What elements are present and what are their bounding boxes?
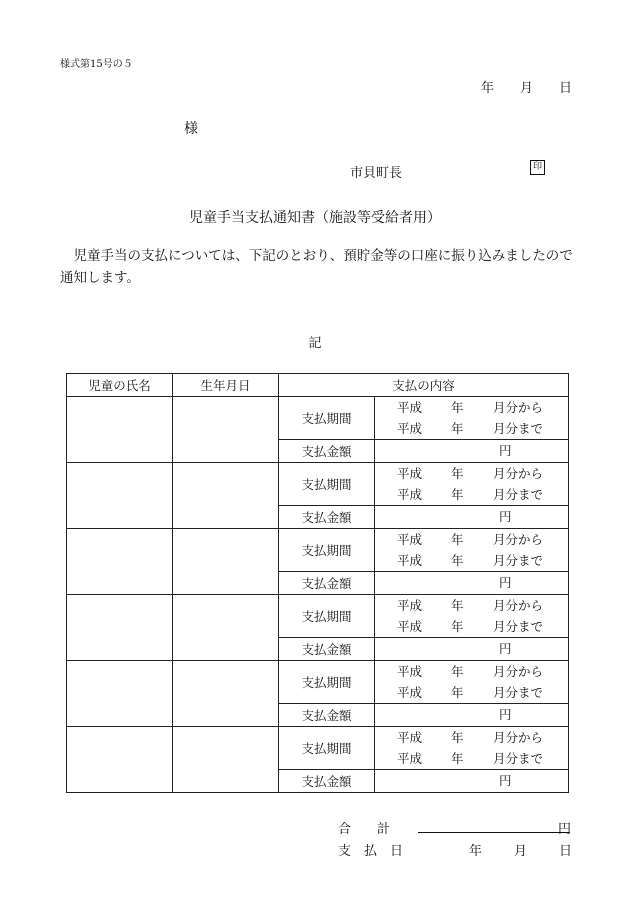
child-name-cell: [67, 595, 173, 661]
total-label: 合 計: [338, 822, 391, 837]
year-label: 年: [451, 664, 464, 679]
amount-cell: [375, 770, 569, 793]
month-from-label: 月分から: [493, 400, 544, 415]
period-label: 支払期間: [279, 727, 375, 770]
period-from-line: [375, 397, 568, 418]
era-label: 平成: [397, 553, 423, 568]
date-year: 年: [480, 81, 494, 96]
era-label: 平成: [397, 532, 423, 547]
period-from-line: [375, 661, 568, 682]
year-label: 年: [451, 598, 464, 613]
amount-label: 支払金額: [279, 770, 375, 793]
table-row: [67, 595, 569, 638]
month-to-label: 月分まで: [493, 553, 544, 568]
amount-cell: [375, 440, 569, 463]
year-label: 年: [451, 685, 464, 700]
period-cell: [375, 595, 569, 638]
table-row: [67, 463, 569, 506]
period-label: 支払期間: [279, 397, 375, 440]
yen-unit: 円: [499, 641, 512, 656]
yen-unit: 円: [499, 773, 512, 788]
table-row: [67, 529, 569, 572]
period-from-line: [375, 727, 568, 748]
birth-date-cell: [173, 727, 279, 793]
header-child-name: 児童の氏名: [67, 374, 173, 397]
month-to-label: 月分まで: [493, 685, 544, 700]
child-name-cell: [67, 529, 173, 595]
month-from-label: 月分から: [493, 598, 544, 613]
period-cell: [375, 463, 569, 506]
payment-date: [469, 840, 572, 859]
year-label: 年: [451, 532, 464, 547]
period-from-line: [375, 529, 568, 550]
era-label: 平成: [397, 598, 423, 613]
period-to-line: [375, 616, 568, 637]
month-from-label: 月分から: [493, 730, 544, 745]
addressee: 様: [184, 121, 198, 137]
amount-cell: [375, 572, 569, 595]
table-row: [67, 727, 569, 770]
period-to-line: [375, 418, 568, 439]
amount-label: 支払金額: [279, 638, 375, 661]
amount-cell: [375, 704, 569, 727]
month-from-label: 月分から: [493, 664, 544, 679]
yen-unit: 円: [499, 575, 512, 590]
document-title: 児童手当支払通知書（施設等受給者用）: [189, 210, 441, 226]
period-to-line: [375, 484, 568, 505]
yen-unit: 円: [499, 443, 512, 458]
month-to-label: 月分まで: [493, 751, 544, 766]
year-label: 年: [451, 466, 464, 481]
child-name-cell: [67, 727, 173, 793]
year-label: 年: [451, 730, 464, 745]
amount-label: 支払金額: [279, 704, 375, 727]
month-from-label: 月分から: [493, 532, 544, 547]
date-day: 日: [558, 81, 572, 96]
child-name-cell: [67, 397, 173, 463]
amount-label: 支払金額: [279, 572, 375, 595]
birth-date-cell: [173, 661, 279, 727]
issuer: 市貝町長: [350, 166, 403, 181]
period-cell: [375, 661, 569, 704]
period-label: 支払期間: [279, 661, 375, 704]
payment-date-label: 支 払 日: [338, 844, 404, 859]
payment-date-day: 日: [558, 844, 572, 859]
era-label: 平成: [397, 400, 423, 415]
period-from-line: [375, 595, 568, 616]
table-header-row: [67, 374, 569, 397]
table-body: [67, 397, 569, 793]
amount-cell: [375, 506, 569, 529]
period-cell: [375, 397, 569, 440]
child-name-cell: [67, 661, 173, 727]
table-row: [67, 397, 569, 440]
year-label: 年: [451, 619, 464, 634]
total-yen: 円: [558, 822, 572, 837]
era-label: 平成: [397, 619, 423, 634]
payment-date-year: 年: [468, 844, 482, 859]
period-label: 支払期間: [279, 463, 375, 506]
header-birth-date: 生年月日: [173, 374, 279, 397]
year-label: 年: [451, 553, 464, 568]
period-to-line: [375, 550, 568, 571]
header-payment-content: 支払の内容: [279, 374, 569, 397]
year-label: 年: [451, 400, 464, 415]
period-to-line: [375, 682, 568, 703]
period-to-line: [375, 748, 568, 769]
seal-mark: 印: [530, 160, 545, 175]
child-name-cell: [67, 463, 173, 529]
yen-unit: 円: [499, 509, 512, 524]
birth-date-cell: [173, 529, 279, 595]
table-row: [67, 661, 569, 704]
form-number: 様式第15号の５: [60, 59, 133, 70]
year-label: 年: [451, 751, 464, 766]
era-label: 平成: [397, 685, 423, 700]
period-from-line: [375, 463, 568, 484]
era-label: 平成: [397, 730, 423, 745]
issue-date: [481, 77, 572, 96]
period-cell: [375, 529, 569, 572]
payment-date-month: 月: [513, 844, 527, 859]
amount-label: 支払金額: [279, 506, 375, 529]
birth-date-cell: [173, 595, 279, 661]
month-to-label: 月分まで: [493, 619, 544, 634]
total-underline: [418, 832, 570, 833]
ki-heading: 記: [308, 336, 322, 351]
era-label: 平成: [397, 487, 423, 502]
month-to-label: 月分まで: [493, 487, 544, 502]
yen-unit: 円: [499, 707, 512, 722]
period-label: 支払期間: [279, 529, 375, 572]
amount-cell: [375, 638, 569, 661]
era-label: 平成: [397, 751, 423, 766]
era-label: 平成: [397, 421, 423, 436]
notice-body: 児童手当の支払については、下記のとおり、預貯金等の口座に振り込みましたので通知します。: [60, 248, 573, 286]
birth-date-cell: [173, 463, 279, 529]
year-label: 年: [451, 421, 464, 436]
period-label: 支払期間: [279, 595, 375, 638]
era-label: 平成: [397, 466, 423, 481]
period-cell: [375, 727, 569, 770]
date-month: 月: [519, 81, 533, 96]
amount-label: 支払金額: [279, 440, 375, 463]
era-label: 平成: [397, 664, 423, 679]
birth-date-cell: [173, 397, 279, 463]
year-label: 年: [451, 487, 464, 502]
month-from-label: 月分から: [493, 466, 544, 481]
month-to-label: 月分まで: [493, 421, 544, 436]
payment-table: [66, 373, 569, 793]
